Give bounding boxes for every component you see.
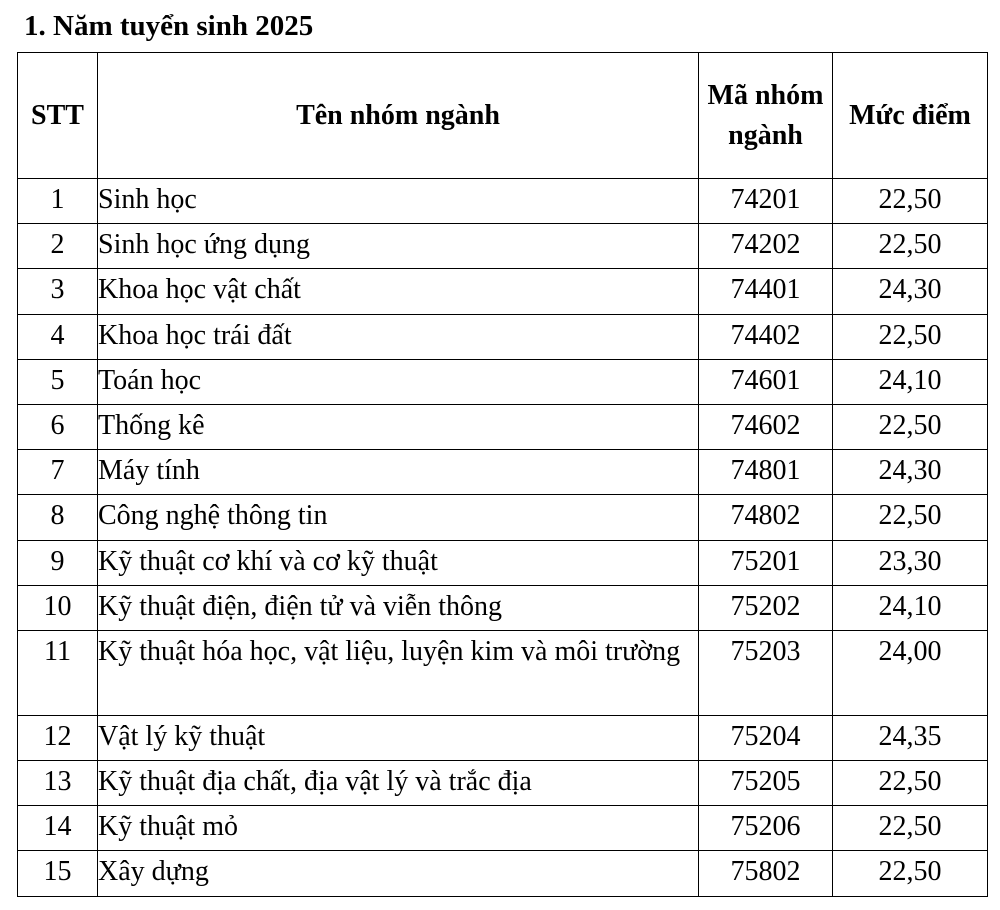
table-row [18,450,988,495]
row-major-group-name: Sinh học [98,179,699,224]
row-stt: 6 [18,404,98,449]
row-score: 22,50 [833,404,988,449]
row-score: 24,35 [833,715,988,760]
row-stt: 3 [18,269,98,314]
row-score: 22,50 [833,314,988,359]
table-row [18,806,988,851]
row-major-group-code: 75205 [699,761,833,806]
row-major-group-code: 74402 [699,314,833,359]
row-major-group-name: Toán học [98,359,699,404]
row-score: 22,50 [833,806,988,851]
row-score: 22,50 [833,495,988,540]
table-row [18,179,988,224]
row-major-group-code: 75802 [699,851,833,896]
row-stt: 12 [18,715,98,760]
table-row [18,495,988,540]
row-major-group-code: 75203 [699,630,833,715]
row-stt: 7 [18,450,98,495]
row-major-group-code: 75204 [699,715,833,760]
row-major-group-name: Kỹ thuật cơ khí và cơ kỹ thuật [98,540,699,585]
row-stt: 1 [18,179,98,224]
row-major-group-code: 74202 [699,224,833,269]
row-score: 23,30 [833,540,988,585]
table-row [18,715,988,760]
admission-score-table [17,52,988,897]
row-stt: 2 [18,224,98,269]
row-score: 22,50 [833,224,988,269]
header-score: Mức điểm [833,53,988,179]
table-row [18,269,988,314]
row-major-group-code: 74401 [699,269,833,314]
row-major-group-name: Kỹ thuật hóa học, vật liệu, luyện kim và môi trường [98,630,699,715]
row-major-group-code: 74801 [699,450,833,495]
row-major-group-code: 75201 [699,540,833,585]
row-major-group-code: 75206 [699,806,833,851]
row-score: 24,30 [833,269,988,314]
table-body [18,179,988,897]
header-stt: STT [18,53,98,179]
table-row [18,314,988,359]
row-score: 24,10 [833,585,988,630]
table-row [18,224,988,269]
row-major-group-name: Khoa học trái đất [98,314,699,359]
row-major-group-code: 74602 [699,404,833,449]
row-major-group-name: Xây dựng [98,851,699,896]
header-major-group-name: Tên nhóm ngành [98,53,699,179]
row-stt: 13 [18,761,98,806]
row-major-group-name: Vật lý kỹ thuật [98,715,699,760]
row-stt: 10 [18,585,98,630]
table-row [18,404,988,449]
row-major-group-code: 75202 [699,585,833,630]
row-stt: 9 [18,540,98,585]
row-score: 22,50 [833,761,988,806]
row-major-group-name: Kỹ thuật địa chất, địa vật lý và trắc địa [98,761,699,806]
table-row [18,359,988,404]
row-score: 24,10 [833,359,988,404]
row-major-group-code: 74601 [699,359,833,404]
table-row [18,851,988,896]
table-row [18,630,988,715]
row-stt: 11 [18,630,98,715]
table-header-row [18,53,988,179]
row-score: 22,50 [833,179,988,224]
row-stt: 5 [18,359,98,404]
row-major-group-code: 74802 [699,495,833,540]
row-stt: 4 [18,314,98,359]
row-stt: 8 [18,495,98,540]
row-major-group-code: 74201 [699,179,833,224]
row-score: 24,00 [833,630,988,715]
header-major-group-code: Mã nhóm ngành [699,53,833,179]
row-major-group-name: Máy tính [98,450,699,495]
row-major-group-name: Sinh học ứng dụng [98,224,699,269]
page-title: 1. Năm tuyển sinh 2025 [24,10,314,42]
row-major-group-name: Công nghệ thông tin [98,495,699,540]
row-stt: 15 [18,851,98,896]
row-major-group-name: Thống kê [98,404,699,449]
row-score: 24,30 [833,450,988,495]
row-major-group-name: Kỹ thuật điện, điện tử và viễn thông [98,585,699,630]
table-row [18,585,988,630]
row-major-group-name: Khoa học vật chất [98,269,699,314]
row-score: 22,50 [833,851,988,896]
table-row [18,540,988,585]
row-major-group-name: Kỹ thuật mỏ [98,806,699,851]
row-stt: 14 [18,806,98,851]
table-row [18,761,988,806]
